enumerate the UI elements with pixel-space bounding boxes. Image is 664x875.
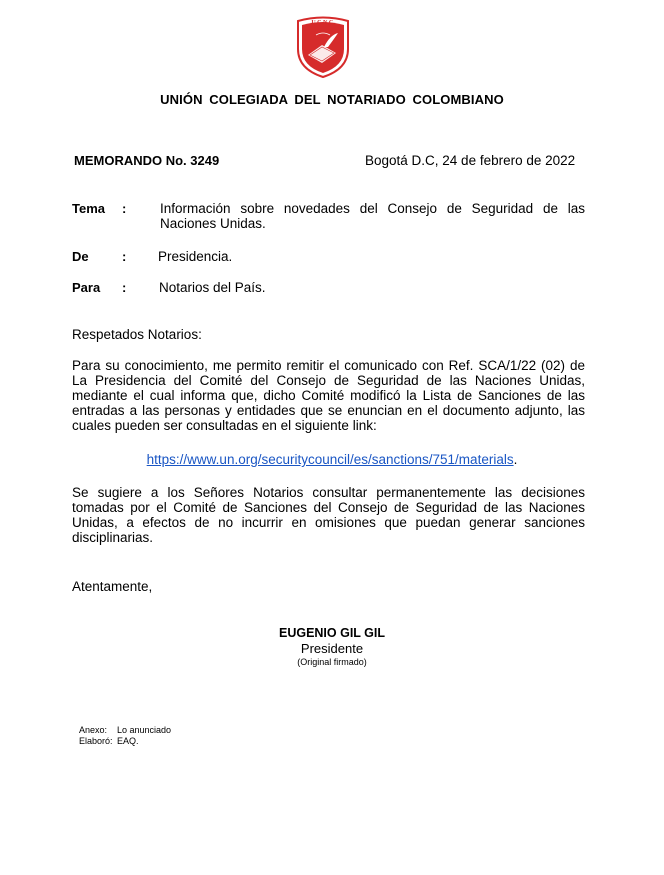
greeting: Respetados Notarios: [72,327,202,342]
prepared-line [79,736,139,747]
tema-value: Información sobre novedades del Consejo de Seguridad de las Naciones Unidas. [160,201,585,231]
ucnc-logo [294,15,352,79]
sanctions-materials-link[interactable]: https://www.un.org/securitycouncil/es/sanctions/751/materials [146,452,514,467]
de-colon: : [122,249,127,264]
para-colon: : [122,280,127,295]
closing: Atentamente, [72,579,153,594]
signature-block [232,626,432,668]
para-label: Para [72,280,101,295]
de-label: De [72,249,89,264]
body-paragraph-1: Para su conocimiento, me permito remitir el comunicado con Ref. SCA/1/22 (02) de La Presidencia del Comité del Consejo de Seguridad de las Naciones Unidas, mediante el cual informa que, dicho Comité modificó la Lista de Sanciones de las entradas a las personas y entidades que se enuncian en el documento adjunto, las cuales pueden ser consultadas en el siguiente link: [72,358,585,433]
de-value: Presidencia. [158,249,233,264]
signature-note: (Original firmado) [297,657,367,667]
annex-label: Anexo: [79,725,108,735]
annex-value: Lo anunciado [117,725,172,735]
link-line [0,452,664,467]
shield-icon [294,15,352,79]
signer-name: EUGENIO GIL GIL [278,626,386,640]
tema-colon: : [122,201,127,216]
tema-label: Tema [72,201,105,216]
organization-title: UNIÓN COLEGIADA DEL NOTARIADO COLOMBIANO [160,92,504,107]
annex-line [79,725,171,736]
signer-role: Presidente [300,641,364,656]
memo-number: MEMORANDO No. 3249 [74,153,220,168]
body-paragraph-2: Se sugiere a los Señores Notarios consultar permanentemente las decisiones tomadas por el Comité de Sanciones del Consejo de Seguridad de las Naciones Unidas, a efectos de no incurrir en omisiones que puedan generar sanciones disciplinarias. [72,485,585,545]
para-value: Notarios del País. [159,280,266,295]
prepared-label: Elaboró: [79,736,113,746]
link-suffix: . [513,452,518,467]
svg-text:U.C.N.C.: U.C.N.C. [311,20,335,26]
prepared-value: EAQ. [117,736,139,746]
memo-date: Bogotá D.C, 24 de febrero de 2022 [365,153,576,168]
